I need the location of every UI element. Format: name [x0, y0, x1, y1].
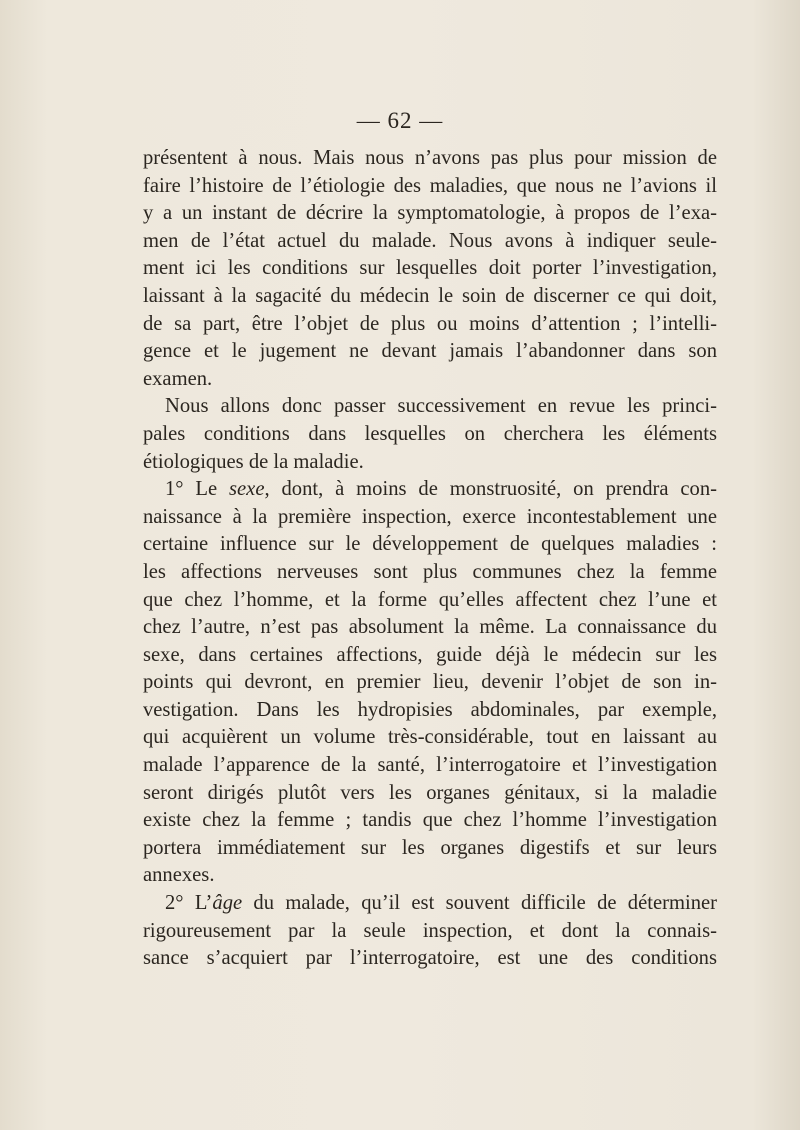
text-line: chez l’autre, n’est pas absolument la même. La connaissance du: [143, 616, 717, 639]
text-line: de sa part, être l’objet de plus ou moins d’attention ; l’intelli-: [143, 312, 717, 335]
text-line: faire l’histoire de l’étiologie des maladies, que nous ne l’avions il: [143, 174, 717, 197]
text-line: sexe, dans certaines affections, guide déjà le médecin sur les: [143, 643, 717, 666]
text-line: 1° Le sexe, dont, à moins de monstruosité, on prendra con-: [165, 478, 717, 501]
text-line: les affections nerveuses sont plus communes chez la femme: [143, 560, 717, 583]
text-line: vestigation. Dans les hydropisies abdominales, par exemple,: [143, 698, 717, 721]
paragraph: [143, 145, 717, 393]
paragraph: [143, 890, 717, 973]
text-line: examen.: [143, 367, 213, 390]
text-line: Nous allons donc passer successivement en revue les princi-: [165, 395, 717, 418]
text-line: qui acquièrent un volume très-considérable, tout en laissant au: [143, 726, 717, 749]
text-line: y a un instant de décrire la symptomatologie, à propos de l’exa-: [143, 202, 717, 225]
text-line: rigoureusement par la seule inspection, et dont la connais-: [143, 919, 717, 942]
text-line: sance s’acquiert par l’interrogatoire, est une des conditions: [143, 947, 717, 970]
italic-term: âge: [212, 892, 243, 915]
text-line: portera immédiatement sur les organes digestifs et sur leurs: [143, 836, 717, 859]
text-line: étiologiques de la maladie.: [143, 450, 364, 473]
text-line: malade l’apparence de la santé, l’interrogatoire et l’investigation: [143, 754, 717, 777]
text-line: présentent à nous. Mais nous n’avons pas plus pour mission de: [143, 147, 717, 169]
text-line: men de l’état actuel du malade. Nous avons à indiquer seule-: [143, 229, 717, 252]
text-line: points qui devront, en premier lieu, devenir l’objet de son in-: [143, 671, 717, 694]
italic-term: sexe: [229, 478, 265, 501]
text-line: naissance à la première inspection, exerce incontestablement une: [143, 505, 717, 528]
text-line: seront dirigés plutôt vers les organes génitaux, si la maladie: [143, 781, 717, 804]
page-number: — 62 —: [356, 108, 444, 133]
text-line: ment ici les conditions sur lesquelles doit porter l’investigation,: [143, 257, 717, 280]
paragraph: [143, 393, 717, 476]
text-line: que chez l’homme, et la forme qu’elles affectent chez l’une et: [143, 588, 717, 611]
text-line: gence et le jugement ne devant jamais l’abandonner dans son: [143, 340, 717, 363]
text-line: certaine influence sur le développement de quelques maladies :: [143, 533, 717, 556]
paragraph: [143, 476, 717, 890]
text-line: annexes.: [143, 864, 215, 887]
text-line: 2° L’âge du malade, qu’il est souvent difficile de déterminer: [165, 892, 717, 915]
text-line: pales conditions dans lesquelles on cherchera les éléments: [143, 422, 717, 445]
text-line: existe chez la femme ; tandis que chez l’homme l’investigation: [143, 809, 717, 832]
text-line: laissant à la sagacité du médecin le soin de discerner ce qui doit,: [143, 284, 717, 307]
body-text: [143, 145, 717, 973]
